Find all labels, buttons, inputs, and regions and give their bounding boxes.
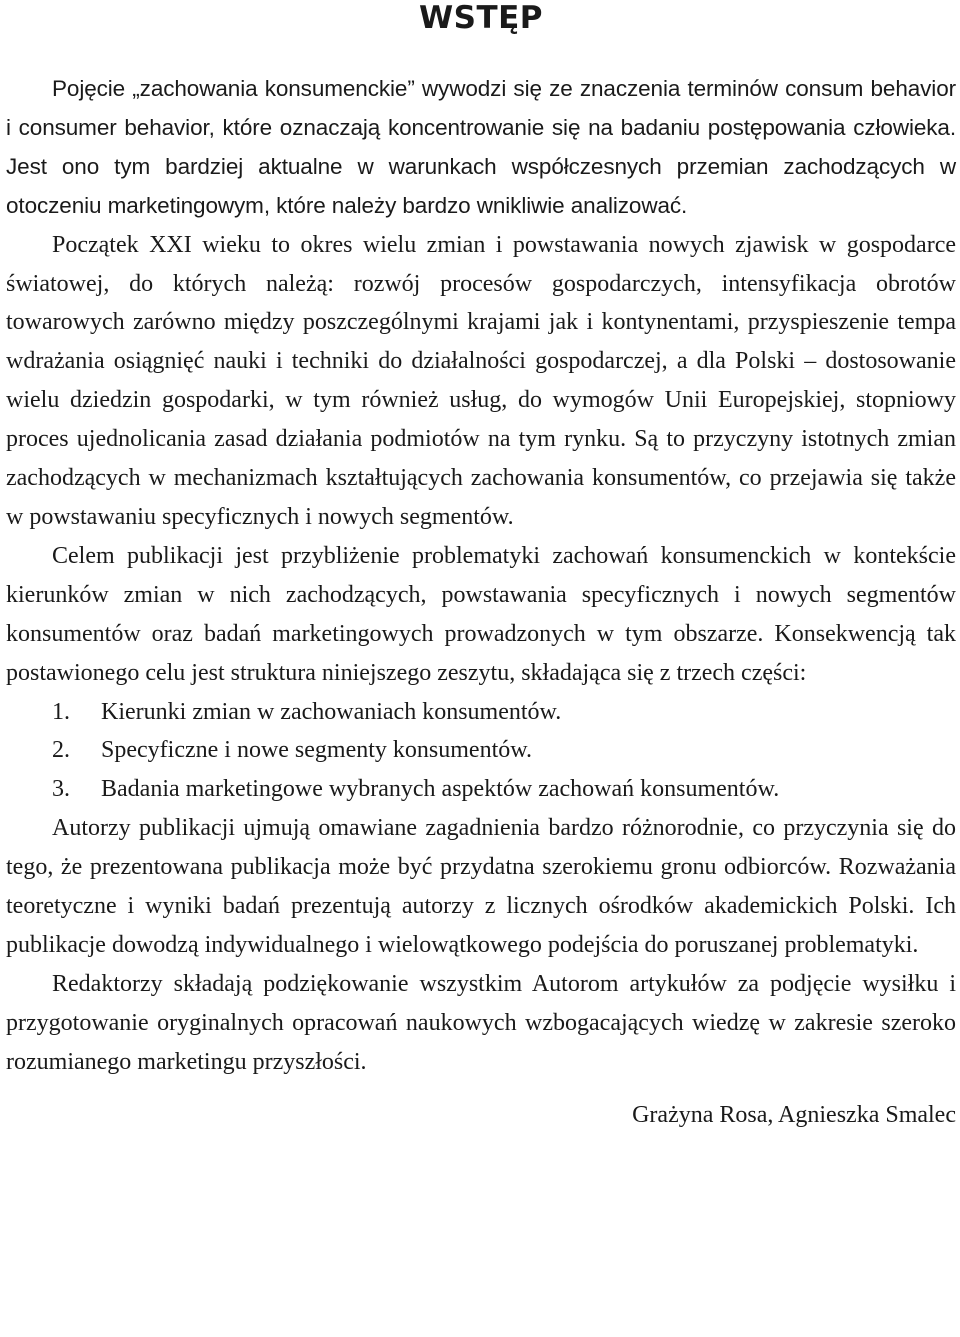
list-item-text: Badania marketingowe wybranych aspektów zachowań konsumentów.: [101, 776, 780, 803]
list-item-number: 2.: [52, 737, 70, 764]
acknowledgement-paragraph: Redaktorzy składają podziękowanie wszystkim Autorom artykułów za podjęcie wysiłku i przygotowanie oryginalnych opracowań naukowych wzbogacających wiedzę w zakresie szeroko rozumianego marketingu przyszłości.: [6, 970, 956, 1075]
purpose-paragraph: Celem publikacji jest przybliżenie problematyki zachowań konsumenckich w kontekście kierunków zmian w nich zachodzących, powstawania specyficznych i nowych segmentów konsumentów oraz badań marketingowych prowadzonych w tym obszarze. Konsekwencją tak postawionego celu jest struktura niniejszego zeszytu, składająca się z trzech części:: [6, 542, 956, 686]
parts-list: [6, 693, 956, 810]
document-page: [6, 0, 956, 1337]
context-paragraph: Początek XXI wieku to okres wielu zmian i powstawania nowych zjawisk w gospodarce światowej, do których należą: rozwój procesów gospodarczych, intensyfikacja obrotów towarowych zarówno między poszczególnymi krajami jak i kontynentami, przyspieszenie tempa wdrażania osiągnięć nauki i techniki do działalności gospodarczej, a dla Polski – dostosowanie wielu dziedzin gospodarki, w tym również usług, do wymogów Unii Europejskiej, stopniowy proces ujednolicania zasad działania podmiotów na tym rynku. Są to przyczyny istotnych zmian zachodzących w mechanizmach kształtujących zachowania konsumentów, co przejawia się także w powstawaniu specyficznych i nowych segmentów.: [6, 231, 956, 530]
list-item-number: 1.: [52, 698, 70, 725]
authors-paragraph: Autorzy publikacji ujmują omawiane zagadnienia bardzo różnorodnie, co przyczynia się do tego, że prezentowana publikacja może być przydatna szerokiemu gronu odbiorców. Rozważania teoretyczne i wyniki badań prezentują autorzy z licznych ośrodków akademickich Polski. Ich publikacje dowodzą indywidualnego i wielowątkowego podejścia do poruszanej problematyki.: [6, 815, 956, 958]
list-item: [6, 693, 956, 732]
signature: Grażyna Rosa, Agnieszka Smalec: [632, 1101, 956, 1128]
page-title: WSTĘP: [418, 0, 544, 36]
list-item-text: Specyficzne i nowe segmenty konsumentów.: [101, 737, 533, 764]
list-item-text: Kierunki zmian w zachowaniach konsumentów.: [101, 698, 562, 725]
list-item: [6, 770, 956, 809]
list-item: [6, 731, 956, 770]
list-item-number: 3.: [52, 776, 70, 803]
intro-paragraph: Pojęcie „zachowania konsumenckie” wywodzi się ze znaczenia terminów consum behavior i consumer behavior, które oznaczają koncentrowanie się na badaniu postępowania człowieka. Jest ono tym bardziej aktualne w warunkach współczesnych przemian zachodzących w otoczeniu marketingowym, które należy bardzo wnikliwie analizować.: [6, 76, 956, 218]
